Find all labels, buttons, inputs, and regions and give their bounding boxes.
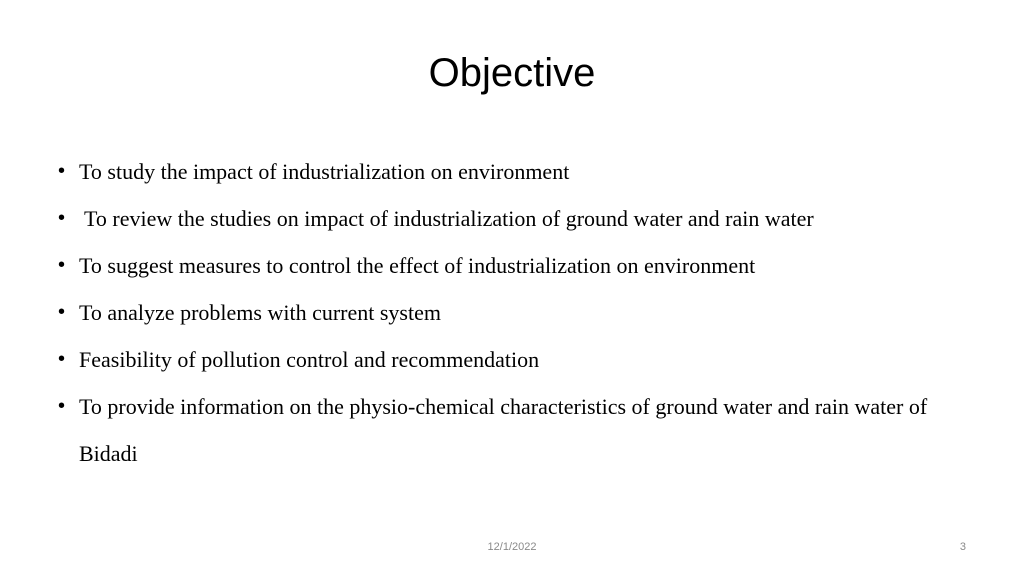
list-item: [58, 242, 958, 289]
list-item: [58, 336, 958, 383]
list-item: [58, 383, 958, 477]
bullet-marker: •: [58, 254, 66, 276]
bullet-marker: •: [58, 301, 66, 323]
page-number: 3: [959, 541, 966, 553]
list-item: [58, 195, 958, 242]
bullet-text: To provide information on the physio-chemical characteristics of ground water and rain water of Bidadi: [79, 394, 928, 466]
list-item: [58, 148, 958, 195]
bullet-text: To suggest measures to control the effect of industrialization on environment: [79, 253, 756, 278]
slide-title: Objective: [428, 51, 596, 95]
bullet-text: To analyze problems with current system: [79, 300, 441, 325]
list-item: [58, 289, 958, 336]
bullet-marker: •: [58, 395, 66, 417]
bullet-marker: •: [58, 348, 66, 370]
bullet-text: To study the impact of industrialization on environment: [79, 159, 570, 184]
bullet-list: [58, 148, 958, 477]
bullet-marker: •: [58, 160, 66, 182]
bullet-marker: •: [58, 207, 66, 229]
footer-date: 12/1/2022: [487, 541, 537, 553]
bullet-text: Feasibility of pollution control and recommendation: [79, 347, 540, 372]
bullet-text: To review the studies on impact of industrialization of ground water and rain water: [84, 206, 814, 231]
